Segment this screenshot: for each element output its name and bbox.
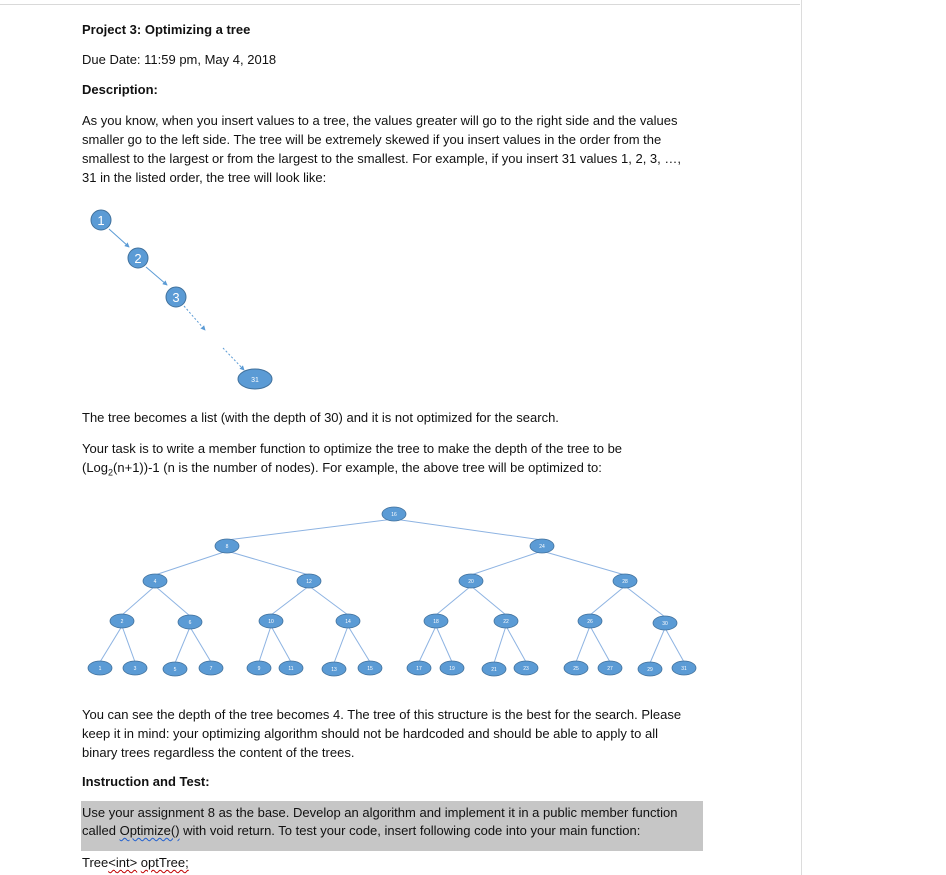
task-line-2 <box>82 458 602 483</box>
tree-node <box>564 661 588 675</box>
tree-node-label: 26 <box>587 619 593 625</box>
intro-line: smaller go to the left side. The tree will be extremely skewed if you insert values in the order from the <box>82 132 662 147</box>
tree-edge <box>348 626 370 662</box>
code-type: Tree <box>82 855 109 870</box>
skewed-tree-diagram <box>80 200 300 400</box>
tree-node-label: 18 <box>433 619 439 625</box>
tree-edge <box>590 626 610 662</box>
tree-edge <box>122 626 135 662</box>
task-line-1: Your task is to write a member function to optimize the tree to make the depth of the tree to be <box>82 441 623 456</box>
tree-node <box>578 614 602 628</box>
tree-node-label: 2 <box>120 619 124 625</box>
tree-edge <box>650 628 665 663</box>
intro-line: As you know, when you insert values to a tree, the values greater will go to the right side and the values <box>82 113 678 128</box>
tree-edge <box>227 551 309 575</box>
tree-edge <box>506 626 526 662</box>
page-title: Project 3: Optimizing a tree <box>82 22 251 37</box>
tree-edge <box>436 586 471 615</box>
tree-edge <box>227 519 394 540</box>
tree-edge <box>419 626 436 662</box>
tree-edge <box>394 519 542 540</box>
tree-edge <box>155 551 227 575</box>
tree-node-label: 8 <box>225 544 229 550</box>
tree-node <box>178 615 202 629</box>
tree-node <box>482 662 506 676</box>
tree-node-label: 13 <box>331 667 337 673</box>
tree-edge <box>122 586 155 615</box>
task-line-2-b: (n+1))-1 (n is the number of nodes). For example, the above tree will be optimized to: <box>113 460 602 475</box>
tree-node-label: 5 <box>173 667 177 673</box>
tree-node <box>613 574 637 588</box>
result-paragraph <box>82 705 712 762</box>
tree-edge <box>665 628 684 662</box>
tree-edge <box>100 626 122 662</box>
tree-node <box>653 616 677 630</box>
tree-node <box>336 614 360 628</box>
tree-edge <box>625 586 665 617</box>
tree-edge <box>155 586 190 616</box>
tree-node <box>279 661 303 675</box>
instruction-line-2-a: called <box>82 823 120 838</box>
tree-edge <box>175 627 190 663</box>
tree-node <box>530 539 554 553</box>
code-variable: optTree; <box>140 855 189 870</box>
list-sentence: The tree becomes a list (with the depth of 30) and it is not optimized for the search. <box>82 410 559 425</box>
instruction-line-2-b: with void return. To test your code, insert following code into your main function: <box>179 823 641 838</box>
skewed-node <box>128 248 148 268</box>
tree-edge <box>309 586 348 615</box>
tree-node <box>259 614 283 628</box>
optimize-function-name: Optimize() <box>119 823 180 838</box>
result-line: You can see the depth of the tree becomes 4. The tree of this structure is the best for the search. Please <box>82 707 682 722</box>
tree-node-label: 31 <box>681 666 687 672</box>
instruction-line-2 <box>82 821 640 840</box>
tree-edge <box>271 586 309 615</box>
tree-node-label: 21 <box>491 667 497 673</box>
tree-node <box>672 661 696 675</box>
tree-node <box>382 507 406 521</box>
tree-edge <box>271 626 291 662</box>
tree-edge <box>259 626 271 662</box>
skewed-edge <box>146 267 167 285</box>
code-line <box>82 853 189 872</box>
skewed-node-label: 3 <box>172 290 180 305</box>
tree-node <box>322 662 346 676</box>
skewed-node <box>238 369 272 389</box>
instruction-heading: Instruction and Test: <box>82 774 210 789</box>
tree-node <box>143 574 167 588</box>
tree-node-label: 27 <box>607 666 613 672</box>
tree-node-label: 7 <box>209 666 213 672</box>
skewed-node-label: 1 <box>97 213 105 228</box>
tree-node-label: 30 <box>662 621 668 627</box>
instruction-line-1: Use your assignment 8 as the base. Develop an algorithm and implement it in a public member function <box>82 805 678 820</box>
tree-edge <box>590 586 625 615</box>
due-date: Due Date: 11:59 pm, May 4, 2018 <box>82 52 277 67</box>
skewed-edge-dashed <box>184 306 205 330</box>
tree-node-label: 28 <box>622 579 628 585</box>
tree-node-label: 24 <box>539 544 545 550</box>
tree-node <box>407 661 431 675</box>
tree-edge <box>542 551 625 575</box>
tree-node-label: 25 <box>573 666 579 672</box>
result-line: binary trees regardless the content of the trees. <box>82 745 355 760</box>
tree-node-label: 19 <box>449 666 455 672</box>
tree-edge <box>471 551 542 575</box>
tree-node <box>163 662 187 676</box>
log-subscript: 2 <box>108 467 114 478</box>
result-line: keep it in mind: your optimizing algorithm should not be hardcoded and should be able to apply to all <box>82 726 658 741</box>
tree-node <box>123 661 147 675</box>
page-margin-line <box>801 0 802 875</box>
tree-node-label: 3 <box>133 666 137 672</box>
tree-edge <box>436 626 452 662</box>
skewed-node <box>91 210 111 230</box>
tree-node-label: 29 <box>647 667 653 673</box>
skewed-edge-dashed <box>223 348 244 370</box>
skewed-node <box>166 287 186 307</box>
tree-node <box>358 661 382 675</box>
tree-node-label: 14 <box>345 619 351 625</box>
tree-node <box>514 661 538 675</box>
tree-node <box>494 614 518 628</box>
tree-node-label: 17 <box>416 666 422 672</box>
tree-node <box>424 614 448 628</box>
code-template-arg: <int> <box>108 855 138 870</box>
tree-edge <box>190 627 211 662</box>
balanced-tree-diagram <box>80 500 720 690</box>
tree-node-label: 23 <box>523 666 529 672</box>
tree-node-label: 22 <box>503 619 509 625</box>
tree-node-label: 9 <box>257 666 261 672</box>
tree-node <box>440 661 464 675</box>
tree-node-label: 11 <box>288 666 294 672</box>
tree-node-label: 16 <box>391 512 397 518</box>
tree-node <box>598 661 622 675</box>
tree-node-label: 1 <box>98 666 102 672</box>
tree-edge <box>576 626 590 662</box>
tree-node-label: 12 <box>306 579 312 585</box>
description-heading: Description: <box>82 82 158 97</box>
task-line-2-a: (Log <box>82 460 109 475</box>
tree-node-label: 15 <box>367 666 373 672</box>
skewed-node-label: 2 <box>134 251 142 266</box>
tree-node <box>110 614 134 628</box>
skewed-node-label: 31 <box>251 377 259 384</box>
tree-node-label: 4 <box>153 579 157 585</box>
tree-node-label: 20 <box>468 579 474 585</box>
intro-paragraph <box>82 111 712 187</box>
skewed-edge <box>109 229 129 247</box>
tree-edge <box>494 626 506 663</box>
tree-edge <box>334 626 348 663</box>
tree-node <box>459 574 483 588</box>
tree-edge <box>471 586 506 615</box>
tree-node <box>297 574 321 588</box>
tree-node <box>247 661 271 675</box>
intro-line: smallest to the largest or from the largest to the smallest. For example, if you insert 31 values 1, 2, 3, …, <box>82 151 681 166</box>
tree-node <box>199 661 223 675</box>
tree-node <box>215 539 239 553</box>
tree-node-label: 10 <box>268 619 274 625</box>
intro-line: 31 in the listed order, the tree will look like: <box>82 170 327 185</box>
tree-node <box>638 662 662 676</box>
tree-node-label: 6 <box>188 620 192 626</box>
tree-node <box>88 661 112 675</box>
